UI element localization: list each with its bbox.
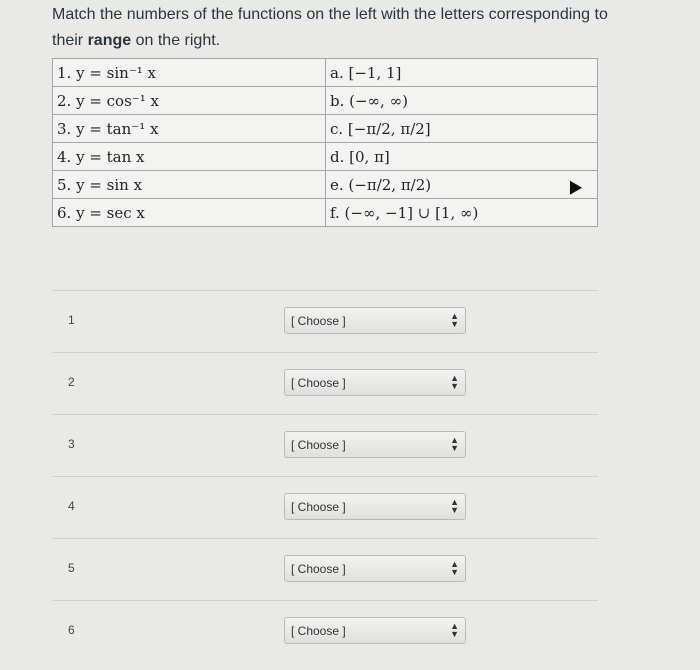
select-value: [ Choose ] [291,314,346,328]
answer-number: 5 [68,561,75,575]
function-cell: 3. y = tan⁻¹ x [53,115,326,143]
answer-list [52,290,598,662]
answer-row-6 [52,600,598,662]
range-cell: f. (−∞, −1] ∪ [1, ∞) [326,199,598,227]
table-row [53,59,598,87]
function-cell: 6. y = sec x [53,199,326,227]
function-cell: 1. y = sin⁻¹ x [53,59,326,87]
up-down-arrows-icon: ▲ ▼ [450,559,459,577]
select-value: [ Choose ] [291,438,346,452]
select-value: [ Choose ] [291,376,346,390]
range-cell: d. [0, π] [326,143,598,171]
range-cell: c. [−π/2, π/2] [326,115,598,143]
select-value: [ Choose ] [291,562,346,576]
answer-select-5[interactable] [284,555,466,582]
answer-select-6[interactable] [284,617,466,644]
up-down-arrows-icon: ▲ ▼ [450,373,459,391]
answer-number: 3 [68,437,75,451]
table-row [53,171,598,199]
up-down-arrows-icon: ▲ ▼ [450,497,459,515]
answer-number: 2 [68,375,75,389]
up-down-arrows-icon: ▲ ▼ [450,435,459,453]
up-down-arrows-icon: ▲ ▼ [450,621,459,639]
range-cell: e. (−π/2, π/2) [326,171,598,199]
table-row [53,199,598,227]
function-range-table [52,58,598,227]
answer-number: 4 [68,499,75,513]
table-row [53,143,598,171]
range-cell: a. [−1, 1] [326,59,598,87]
question-text-start: Match the numbers of the functions on the left with the letters corresponding to their [52,6,608,49]
function-cell: 5. y = sin x [53,171,326,199]
table-row [53,87,598,115]
select-value: [ Choose ] [291,500,346,514]
answer-select-4[interactable] [284,493,466,520]
answer-row-2 [52,352,598,414]
function-cell: 2. y = cos⁻¹ x [53,87,326,115]
question-text [52,2,612,54]
up-down-arrows-icon: ▲ ▼ [450,311,459,329]
answer-number: 6 [68,623,75,637]
answer-row-1 [52,290,598,352]
answer-row-5 [52,538,598,600]
question-text-end: on the right. [131,32,221,49]
select-value: [ Choose ] [291,624,346,638]
table-row [53,115,598,143]
answer-row-4 [52,476,598,538]
answer-row-3 [52,414,598,476]
range-cell: b. (−∞, ∞) [326,87,598,115]
answer-select-2[interactable] [284,369,466,396]
question-range-word: range [87,32,132,49]
answer-select-3[interactable] [284,431,466,458]
function-cell: 4. y = tan x [53,143,326,171]
answer-select-1[interactable] [284,307,466,334]
answer-number: 1 [68,313,75,327]
